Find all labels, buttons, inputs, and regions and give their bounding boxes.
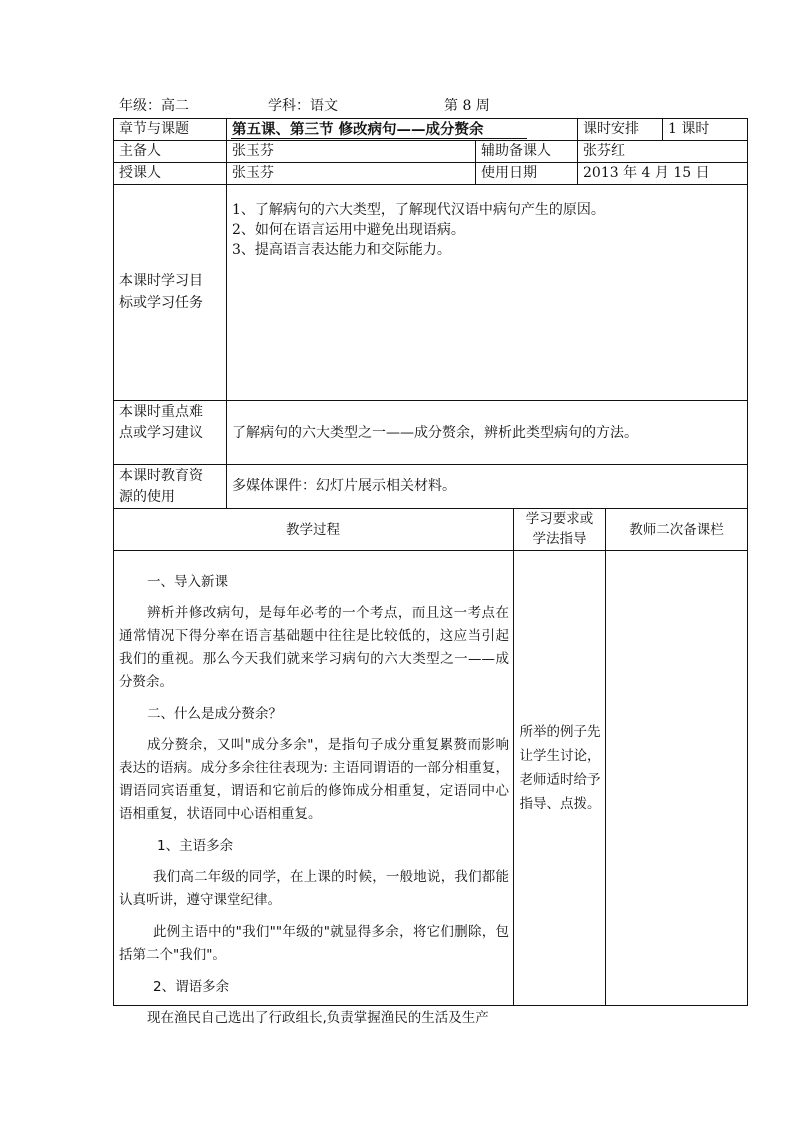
second-prep-header: 教师二次备课栏 — [629, 522, 724, 538]
guidance-header: 学习要求或 学法指导 — [525, 511, 594, 547]
assistant-label: 辅助备课人 — [481, 143, 551, 159]
goals-list — [232, 200, 742, 260]
paragraph: 辨析并修改病句，是每年必考的一个考点，而且这一考点在通常情况下得分率在语言基础题中往往是比较低的，这应当引起我们的重视。那么今天我们就来学习病句的六大类型之一——成分赘余。 — [119, 605, 509, 690]
resources-label: 本课时教育资 源的使用 — [119, 468, 203, 505]
section-title: 二、什么是成分赘余？ — [147, 706, 282, 722]
teacher-label: 授课人 — [119, 165, 161, 181]
key-points-label: 本课时重点难 点或学习建议 — [119, 404, 203, 441]
hours-value: 1 课时 — [668, 121, 710, 137]
week-label: 第 8 周 — [444, 98, 490, 114]
section-title: 1、主语多余 — [157, 838, 234, 854]
chapter-title: 第五课、第三节 修改病句——成分赘余 — [232, 121, 484, 138]
goals-label: 本课时学习目 标或学习任务 — [119, 273, 203, 311]
assistant-value: 张芬红 — [583, 143, 625, 159]
chapter-label: 章节与课题 — [119, 121, 189, 137]
goal-item: 2、如何在语言运用中避免出现语病。 — [232, 222, 465, 238]
date-label: 使用日期 — [481, 165, 537, 181]
paragraph: 此例主语中的"我们""年级的"就显得多余，将它们删除，包括第二个"我们"。 — [119, 924, 509, 963]
guidance-text: 所举的例子先让学生讨论，老师适时给予指导、点拨。 — [519, 724, 601, 812]
goal-item: 1、了解病句的六大类型，了解现代汉语中病句产生的原因。 — [232, 202, 605, 218]
paragraph: 我们高二年级的同学，在上课的时候，一般地说，我们都能认真听讲，遵守课堂纪律。 — [119, 869, 509, 908]
paragraph: 现在渔民自己选出了行政组长,负责掌握渔民的生活及生产 — [147, 1010, 489, 1026]
section-title: 一、导入新课 — [147, 574, 228, 590]
teacher-value: 张玉芬 — [232, 165, 274, 181]
key-points-value: 了解病句的六大类型之一——成分赘余，辨析此类型病句的方法。 — [232, 425, 638, 441]
date-value: 2013 年 4 月 15 日 — [583, 165, 710, 181]
hours-label: 课时安排 — [583, 121, 639, 137]
paragraph: 成分赘余，又叫"成分多余"，是指句子成分重复累赘而影响表达的语病。成分多余往往表现为: 主语同谓语的一部分相重复，谓语同宾语重复，谓语和它前后的修饰成分相重复，定语同中心语相重复，状语同中心语相重复。 — [119, 737, 509, 822]
preparer-label: 主备人 — [119, 143, 161, 159]
process-content — [119, 571, 509, 1030]
process-header: 教学过程 — [286, 522, 340, 538]
preparer-value: 张玉芬 — [232, 143, 274, 159]
grade-label: 年级：高二 — [119, 98, 189, 114]
section-title: 2、谓语多余 — [153, 979, 230, 995]
subject-label: 学科：语文 — [268, 98, 338, 114]
chapter-title-underline — [231, 138, 527, 139]
resources-value: 多媒体课件：幻灯片展示相关材料。 — [232, 478, 456, 494]
goal-item: 3、提高语言表达能力和交际能力。 — [232, 242, 451, 258]
